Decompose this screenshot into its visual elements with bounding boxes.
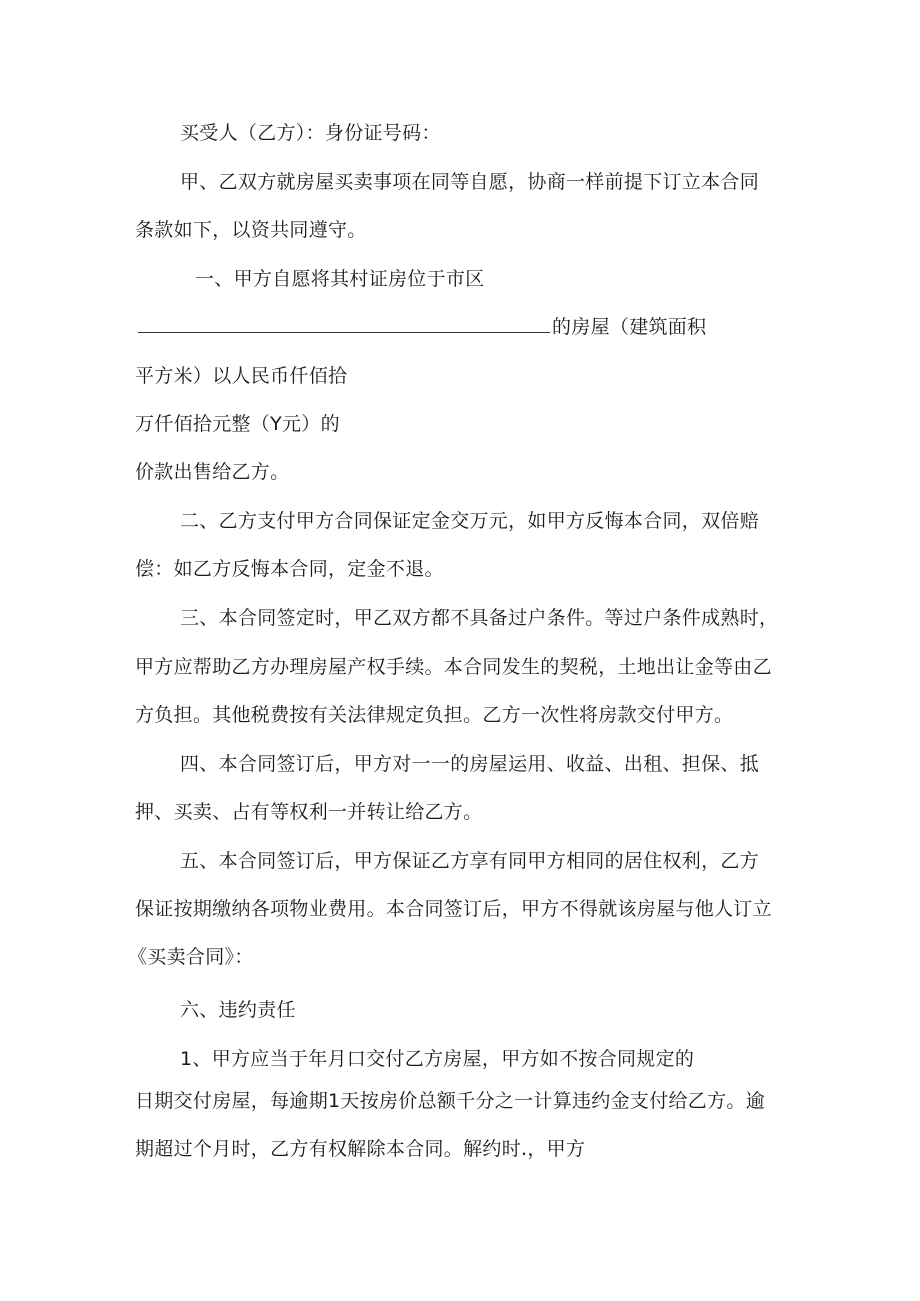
clause-3-line-3: 方负担。其他税费按有关法律规定负担。乙方一次性将房款交付甲方。 bbox=[135, 704, 734, 726]
para-intro-line-2: 条款如下，以资共同遵守。 bbox=[135, 219, 367, 241]
clause-1-line-3: 平方米）以人民币仟佰拾 bbox=[135, 365, 348, 387]
clause-2-line-2: 偿：如乙方反悔本合同，定金不退。 bbox=[135, 558, 444, 580]
para-intro-line-1: 甲、乙双方就房屋买卖事项在同等自愿，协商一样前提下订立本合同 bbox=[180, 171, 760, 193]
clause-3-line-1: 三、本合同签定时，甲乙双方都不具备过户条件。等过户条件成熟时， bbox=[180, 607, 779, 629]
buyer-line: 买受人（乙方）：身份证号码： bbox=[180, 122, 441, 144]
clause-6-1-line-3: 期超过个月时，乙方有权解除本合同。解约时.，甲方 bbox=[135, 1138, 586, 1160]
clause-1-line-4: 万仟佰拾元整（Y元）的 bbox=[135, 413, 340, 435]
clause-6-1-line-1: 1、甲方应当于年月口交付乙方房屋，甲方如不按合同规定的 bbox=[180, 1048, 695, 1070]
clause-3-line-2: 甲方应帮助乙方办理房屋产权手续。本合同发生的契税，土地出让金等由乙 bbox=[135, 656, 772, 678]
clause-2-line-1: 二、乙方支付甲方合同保证定金交万元，如甲方反悔本合同，双倍赔 bbox=[180, 510, 760, 532]
address-blank bbox=[138, 314, 550, 333]
clause-1-line-2 bbox=[138, 314, 706, 340]
clause-6-heading: 六、违约责任 bbox=[180, 999, 296, 1021]
clause-4-line-1: 四、本合同签订后，甲方对一一的房屋运用、收益、出租、担保、抵 bbox=[180, 753, 760, 775]
clause-6-1-line-2: 日期交付房屋，每逾期1天按房价总额千分之一计算违约金支付给乙方。逾 bbox=[135, 1090, 765, 1112]
clause-5-line-3: 《买卖合同》： bbox=[128, 946, 254, 968]
clause-1-line-1: 一、甲方自愿将其村证房位于市区 bbox=[195, 268, 485, 290]
clause-4-line-2: 押、买卖、占有等权利一并转让给乙方。 bbox=[135, 801, 483, 823]
clause-1-line-2-text: 的房屋（建筑面积 bbox=[552, 316, 707, 338]
clause-5-line-1: 五、本合同签订后，甲方保证乙方享有同甲方相同的居住权利，乙方 bbox=[180, 850, 760, 872]
clause-5-line-2: 保证按期缴纳各项物业费用。本合同签订后，甲方不得就该房屋与他人订立 bbox=[135, 898, 772, 920]
clause-1-line-5: 价款出售给乙方。 bbox=[135, 461, 290, 483]
